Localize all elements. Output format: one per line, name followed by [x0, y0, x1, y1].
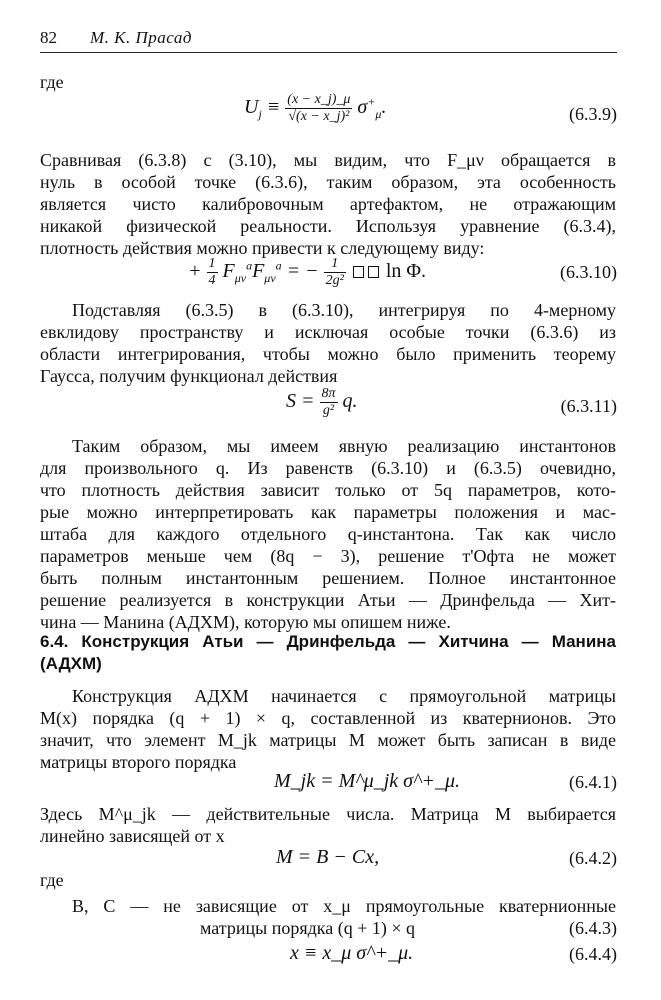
eq-log-phi: ln Φ. [385, 260, 427, 283]
eq-sigma-sup: + [367, 94, 376, 109]
eq-fraction-denominator: 2g² [325, 273, 344, 288]
equation-number-6-4-4: (6.4.4) [569, 944, 617, 964]
text-line: Подставляя (6.3.5) в (6.3.10), интегрируя по 4-мерному [72, 300, 616, 320]
page-header [40, 28, 617, 53]
text-line: параметров меньше чем (8q − 3), решение т'Офта не может [40, 546, 616, 566]
text-line: чина — Манина (АДХМ), которую мы опишем ниже. [40, 612, 451, 632]
text-line: Здесь M^μ_jk — действительные числа. Матрица M выбирается [40, 804, 616, 824]
running-title: М. К. Прасад [90, 28, 192, 47]
equation-number-6-3-11: (6.3.11) [560, 396, 617, 416]
text-line: рые можно интерпретировать как параметры положения и мас- [40, 502, 616, 522]
text-line: является чисто калибровочным артефактом, не отражающим [40, 194, 616, 214]
box-operator-icon [368, 266, 379, 278]
eq-sigma-sub: μ [375, 107, 382, 122]
text-line: матрицы второго порядка [40, 752, 237, 772]
equation-6-4-2: M = B − Cx, [276, 846, 380, 868]
equation-6-3-11 [286, 386, 358, 419]
eq-fraction [320, 386, 338, 419]
equation-number-6-4-1: (6.4.1) [569, 772, 617, 792]
eq-fraction-numerator: 8π [321, 386, 336, 401]
text-line: B, C — не зависящие от x_μ прямоугольные кватернионные [72, 896, 616, 916]
eq-fraction-denominator: 4 [208, 273, 216, 288]
equation-6-3-10: + $\frac{1}{4}$ $F_{\mu\nu}^aF_{\mu\nu}^a$ = − $\frac{1}{\text{2g²}}$ ln Φ. [188, 256, 427, 288]
equation-6-4-4: x ≡ x_μ σ^+_μ. [290, 942, 414, 964]
text-line: для произвольного q. Из равенств (6.3.10) и (6.3.5) очевидно, [40, 458, 616, 478]
eq-lead-plus: + [188, 260, 202, 283]
eq-fraction-denominator: √(x − x_j)² [288, 109, 350, 124]
text-line: быть полным инстантонным решением. Полное инстантонное [40, 568, 616, 588]
eq-fraction-numerator: 1 [208, 256, 216, 271]
box-operator-icon [353, 266, 364, 278]
text-line: нуль в особой точке (6.3.6), таким образом, эта особенность [40, 172, 616, 192]
where-label-1: где [40, 72, 64, 92]
eq-field-strength: F [222, 260, 235, 283]
eq-lhs: S = [286, 390, 315, 413]
text-line: значит, что элемент M_jk матрицы M может быть записан в виде [40, 730, 616, 750]
eq-fraction [285, 92, 352, 125]
equation-6-3-9: $U_j$ ≡ $\frac{(x - x\_j)\_\mu}{\text{√(x − x\_j)²}}$ $\sigma^+_\mu$. [244, 92, 387, 124]
eq-fraction-numerator: 1 [324, 256, 346, 273]
eq-equals-minus: = − [286, 260, 319, 283]
text-line: Конструкция АДХМ начинается с прямоугольной матрицы [72, 686, 616, 706]
section-heading-continued: (АДХМ) [40, 654, 102, 673]
text-line: решение реализуется в конструкции Атьи — Дринфельда — Хит- [40, 590, 616, 610]
text-line: Сравнивая (6.3.8) с (3.10), мы видим, что F_μν обращается в [40, 150, 616, 170]
text-line: линейно зависящей от x [40, 826, 225, 846]
text-line: что плотность действия зависит только от 5q параметров, кото- [40, 480, 616, 500]
page-number: 82 [40, 28, 57, 47]
equation-number-6-3-9: (6.3.9) [569, 104, 617, 124]
equation-6-4-1: M_jk = M^μ_jk σ^+_μ. [274, 770, 460, 792]
section-heading: 6.4. Конструкция Атьи — Дринфельда — Хитчина — Манина [40, 632, 616, 651]
eq-sigma: σ [357, 96, 368, 119]
eq-lhs: U [244, 96, 259, 119]
text-line: области интегрирования, чтобы можно было применить теорему [40, 344, 616, 364]
text-line: штаба для каждого отдельного q-инстантона. Так как число [40, 524, 616, 544]
eq-fraction-numerator: (x − x_j)_μ [287, 92, 351, 107]
eq-fraction-quarter [207, 256, 218, 289]
where-label-2: где [40, 870, 64, 890]
text-line: Таким образом, мы имеем явную реализацию инстантонов [72, 436, 616, 456]
eq-fraction-denominator: g² [322, 403, 335, 418]
equation-number-6-4-3: (6.4.3) [569, 918, 617, 938]
text-line: Гаусса, получим функционал действия [40, 366, 338, 386]
eq-equiv: ≡ [266, 96, 281, 119]
eq-lhs-sub: j [258, 107, 262, 122]
eq-fraction-coupling [324, 256, 346, 289]
text-line: плотность действия можно привести к следующему виду: [40, 238, 485, 258]
eq-tail: q. [342, 390, 358, 413]
text-line: евклидову пространству и исключая особые точки (6.3.6) из [40, 322, 616, 342]
equation-number-6-3-10: (6.3.10) [560, 262, 617, 282]
text-line: матрицы порядка (q + 1) × q [200, 918, 416, 938]
text-line: M(x) порядка (q + 1) × q, составленной из кватернионов. Это [40, 708, 616, 728]
equation-number-6-4-2: (6.4.2) [569, 848, 617, 868]
text-line: никакой физической реальности. Используя уравнение (6.3.4), [40, 216, 616, 236]
